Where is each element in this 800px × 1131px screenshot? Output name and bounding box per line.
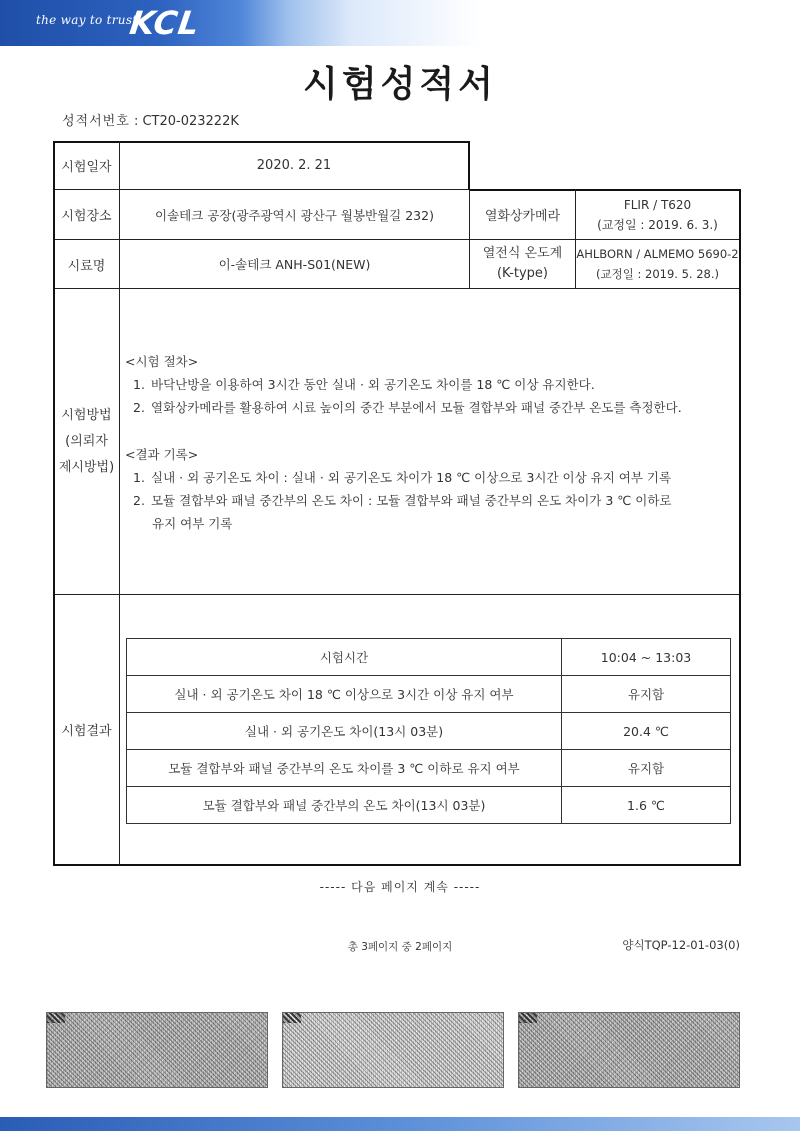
thermometer-label-line1: 열전식 온도계	[482, 246, 563, 261]
procedure-item-2-text: 열화상카메라를 활용하여 시료 높이의 중간 부분에서 모듈 결합부와 패널 중간부 온도를 측정한다.	[151, 400, 682, 415]
table-row	[127, 713, 731, 750]
procedure-heading: <시험 절차>	[125, 354, 199, 369]
document-title: 시험성적서	[303, 64, 497, 105]
record-heading: <결과 기록>	[125, 447, 199, 462]
security-pattern-right	[518, 1012, 740, 1088]
thermal-camera-label: 열화상카메라	[484, 209, 561, 224]
method-content	[125, 350, 735, 535]
thermal-camera-model: FLIR / T620	[623, 197, 692, 212]
result-item: 실내 · 외 공기온도 차이(13시 03분)	[127, 713, 562, 750]
page-info: 총 3페이지 중 2페이지	[347, 941, 453, 953]
results-table	[126, 638, 731, 824]
result-value: 유지함	[562, 676, 731, 713]
kcl-logo: KCL	[127, 4, 203, 42]
table-row	[127, 676, 731, 713]
thermometer-label-line2: (K-type)	[496, 266, 549, 281]
continue-note: ----- 다음 페이지 계속 -----	[319, 880, 481, 894]
record-item-1-number: 1.	[133, 470, 145, 485]
table-row	[127, 639, 731, 676]
result-item: 모듈 결합부와 패널 중간부의 온도 차이를 3 ℃ 이하로 유지 여부	[127, 750, 562, 787]
method-label-line3: 제시방법)	[58, 459, 115, 475]
result-value: 10:04 ~ 13:03	[562, 639, 731, 676]
test-place-label: 시험장소	[61, 209, 112, 224]
sample-label: 시료명	[67, 258, 106, 274]
result-item: 실내 · 외 공기온도 차이 18 ℃ 이상으로 3시간 이상 유지 여부	[127, 676, 562, 713]
method-label-line2: (의뢰자	[65, 433, 108, 449]
procedure-item-2-number: 2.	[133, 400, 145, 415]
record-item-2-text: 모듈 결합부와 패널 중간부의 온도 차이 : 모듈 결합부와 패널 중간부의 온도 차이가 3 ℃ 이하로	[151, 493, 672, 508]
thermometer-label	[470, 240, 575, 288]
report-number	[62, 110, 239, 129]
procedure-item-1-text: 바닥난방을 이용하여 3시간 동안 실내 · 외 공기온도 차이를 18 ℃ 이상 유지한다.	[151, 377, 595, 392]
thermal-camera-calibration: (교정일 : 2019. 6. 3.)	[597, 217, 718, 232]
header-band	[0, 0, 800, 46]
result-value: 20.4 ℃	[562, 713, 731, 750]
test-date-value: 2020. 2. 21	[256, 158, 332, 173]
report-number-separator: :	[133, 114, 139, 129]
test-date-label: 시험일자	[61, 160, 112, 175]
record-item-1	[125, 466, 735, 489]
test-place-value: 이솔테크 공장(광주광역시 광산구 월봉반월길 232)	[155, 207, 434, 223]
footer-band	[0, 1117, 800, 1131]
results-label: 시험결과	[61, 724, 112, 739]
header-tagline: the way to trust	[36, 13, 138, 27]
report-number-value: CT20-023222K	[142, 114, 239, 129]
thermometer-model: AHLBORN / ALMEMO 5690-2	[576, 247, 739, 261]
thermometer-info	[576, 240, 739, 288]
record-item-2-number: 2.	[133, 493, 145, 508]
result-item: 모듈 결합부와 패널 중간부의 온도 차이(13시 03분)	[127, 787, 562, 824]
table-row	[127, 750, 731, 787]
record-item-2-continuation: 유지 여부 기록	[152, 516, 233, 531]
table-row	[127, 787, 731, 824]
thermal-camera-info	[576, 190, 739, 239]
record-item-2	[125, 489, 735, 512]
sample-value: 이-솔테크 ANH-S01(NEW)	[218, 257, 371, 272]
security-pattern-center	[282, 1012, 504, 1088]
procedure-item-2	[125, 396, 735, 419]
procedure-item-1-number: 1.	[133, 377, 145, 392]
report-number-label: 성적서번호	[62, 114, 130, 129]
procedure-item-1	[125, 373, 735, 396]
form-code: 양식TQP-12-01-03(0)	[622, 938, 740, 952]
result-item: 시험시간	[127, 639, 562, 676]
thermometer-calibration: (교정일 : 2019. 5. 28.)	[596, 267, 719, 281]
security-pattern-left	[46, 1012, 268, 1088]
result-value: 유지함	[562, 750, 731, 787]
method-label-line1: 시험방법	[61, 407, 112, 423]
method-label	[54, 289, 119, 594]
result-value: 1.6 ℃	[562, 787, 731, 824]
record-item-1-text: 실내 · 외 공기온도 차이 : 실내 · 외 공기온도 차이가 18 ℃ 이상으로 3시간 이상 유지 여부 기록	[151, 470, 672, 485]
